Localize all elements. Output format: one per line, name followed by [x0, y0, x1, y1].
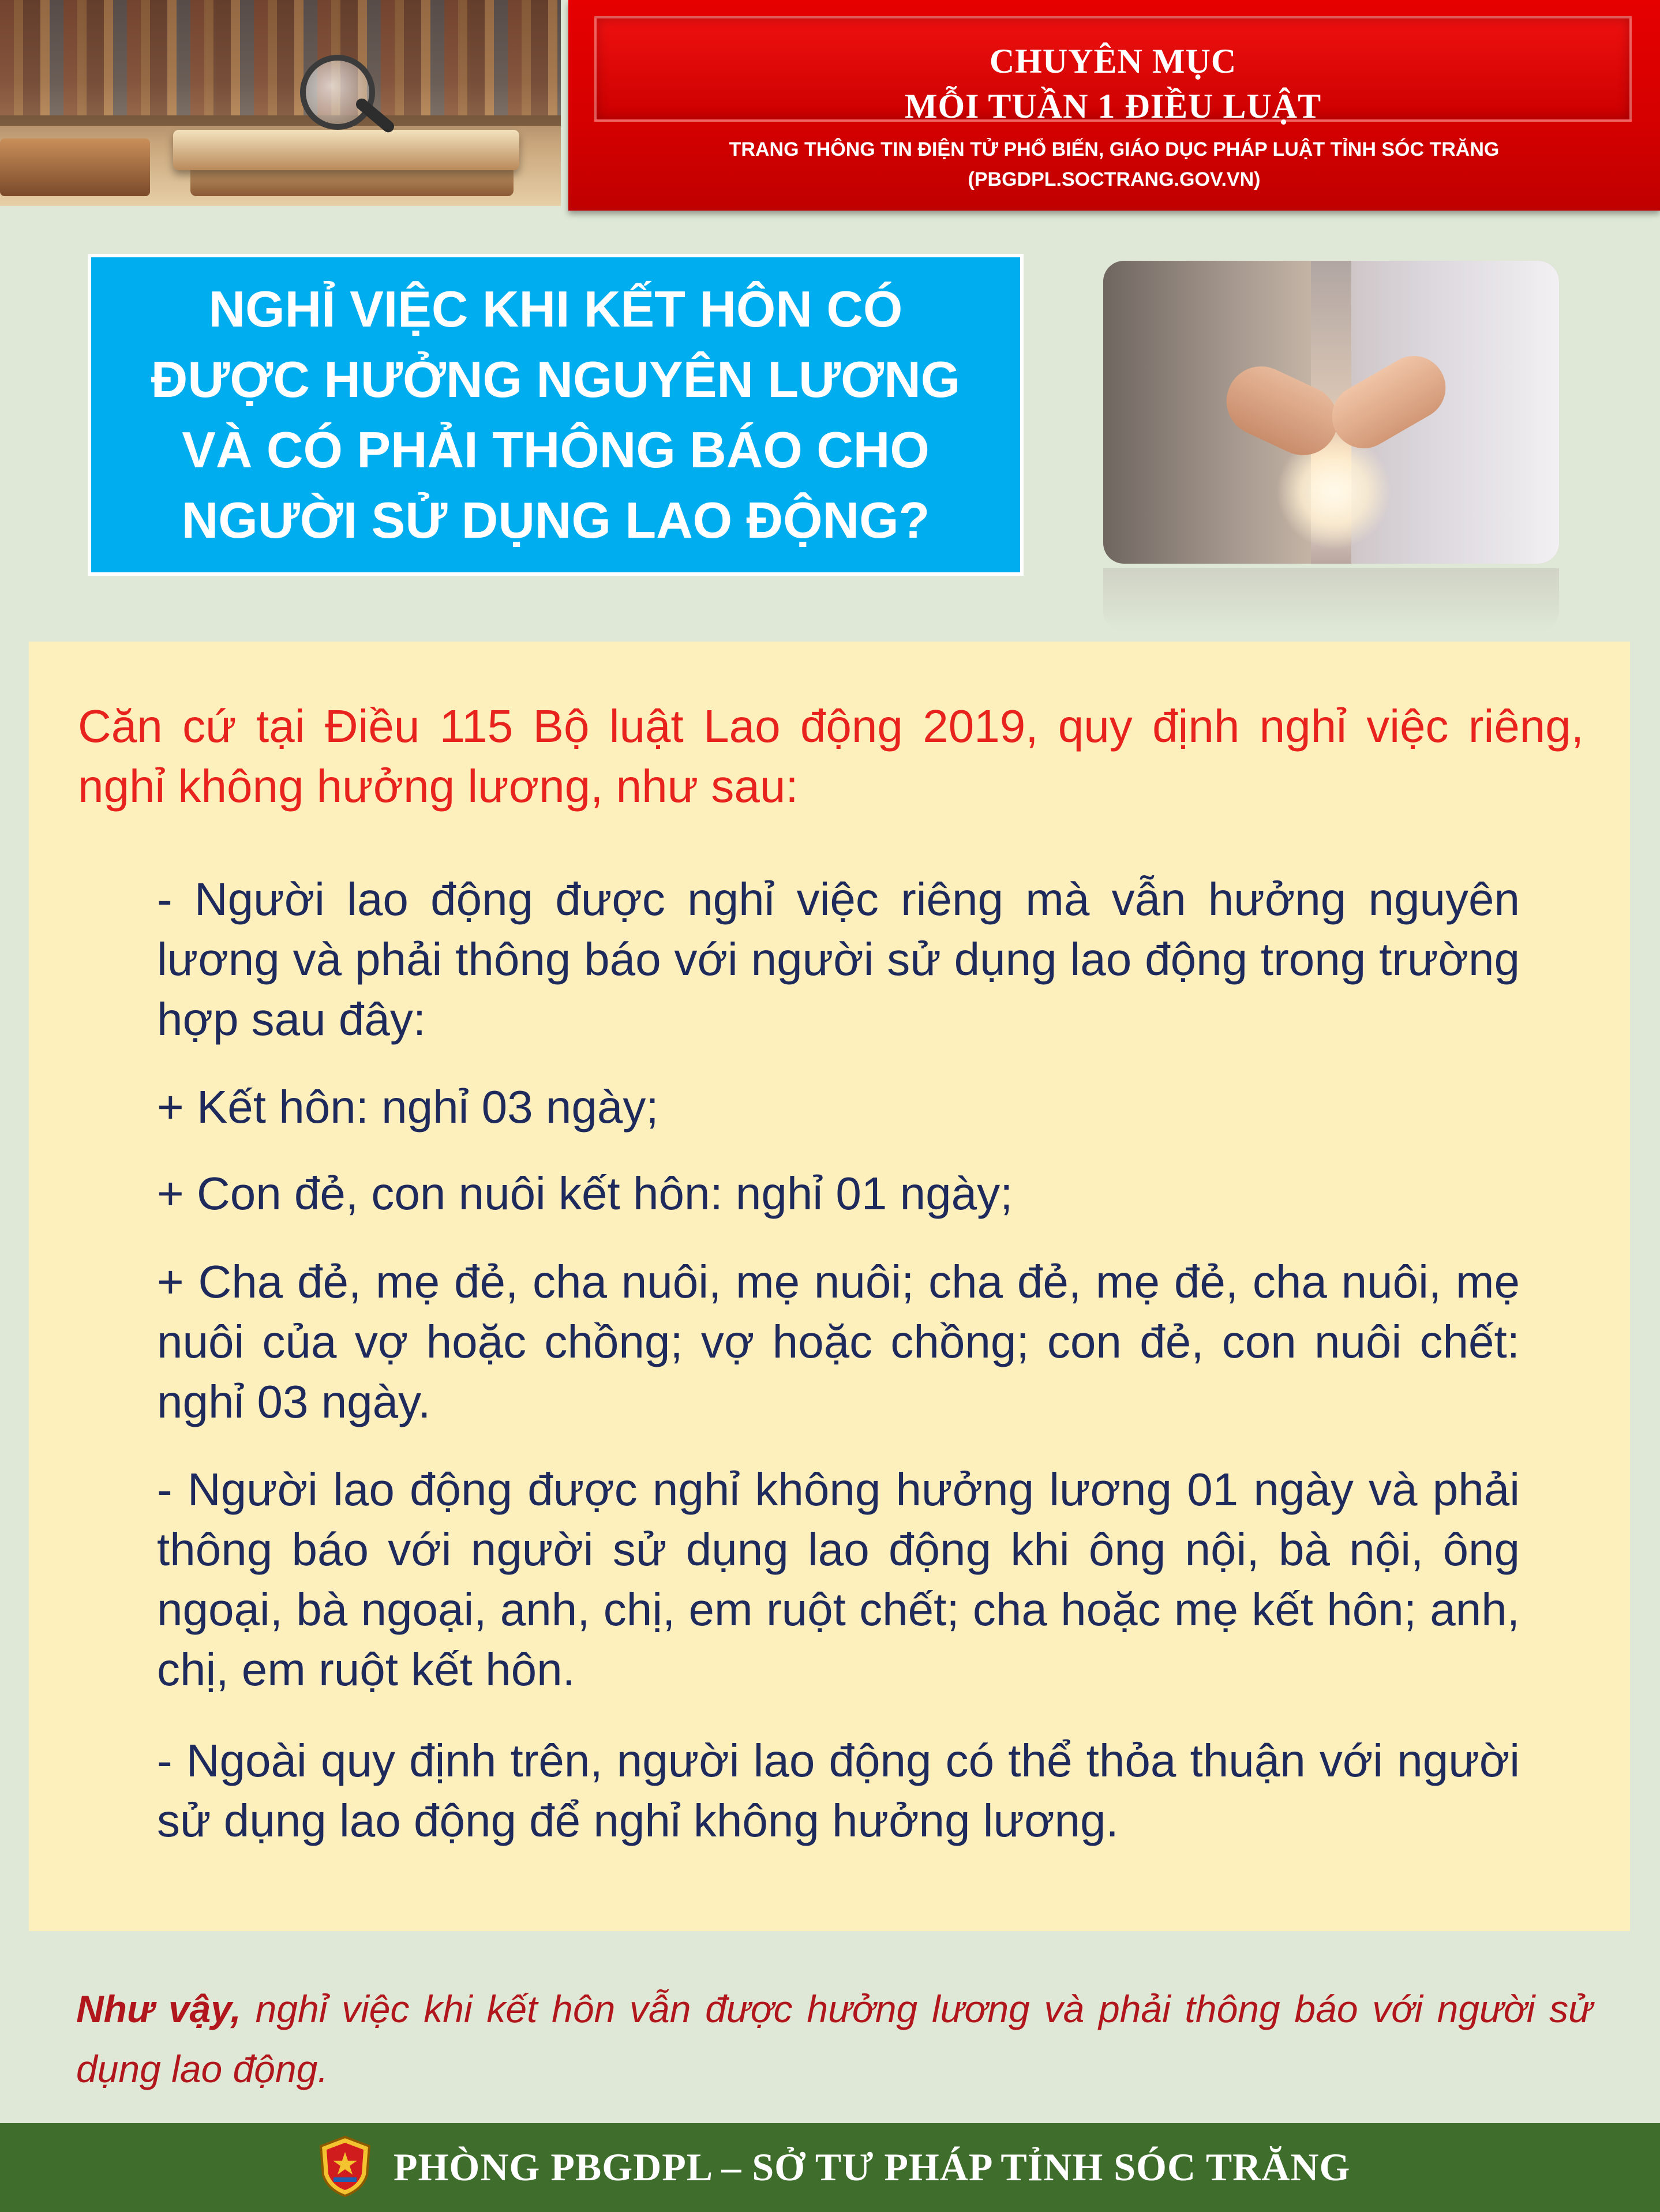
paragraph-2: + Kết hôn: nghỉ 03 ngày; [157, 1081, 659, 1133]
paragraph-5: - Người lao động được nghỉ không hưởng lương 01 ngày và phải thông báo với người sử dụng lao động khi ông nội, bà nội, ông ngoại, bà ngoại, anh, chị, em ruột chết; cha hoặc mẹ kết hôn; anh, chị, em ruột kết hôn. [157, 1464, 1520, 1695]
justice-emblem-icon [316, 2135, 374, 2198]
article-title: NGHỈ VIỆC KHI KẾT HÔN CÓ ĐƯỢC HƯỞNG NGUYÊN LƯƠNG VÀ CÓ PHẢI THÔNG BÁO CHO NGƯỜI SỬ DỤNG LAO ĐỘNG? [151, 280, 961, 549]
banner-title-line2: MỖI TUẦN 1 ĐIỀU LUẬT [904, 87, 1322, 125]
paragraph-3: + Con đẻ, con nuôi kết hôn: nghỉ 01 ngày; [157, 1168, 1013, 1219]
conclusion-rest: nghỉ việc khi kết hôn vẫn được hưởng lương và phải thông báo với người sử dụng lao động. [76, 1988, 1592, 2090]
banner-subtitle-line1: TRANG THÔNG TIN ĐIỆN TỬ PHỔ BIẾN, GIÁO DỤC PHÁP LUẬT TỈNH SÓC TRĂNG [729, 138, 1500, 160]
header-banner [568, 0, 1660, 211]
footer-text: PHÒNG PBGDPL – SỞ TƯ PHÁP TỈNH SÓC TRĂNG [394, 2145, 1351, 2189]
content-box [29, 642, 1630, 1931]
couple-photo [1103, 261, 1559, 564]
banner-title-frame [594, 16, 1632, 125]
footer-bar [0, 2123, 1660, 2212]
books-photo [0, 0, 561, 206]
magnifier-icon [300, 55, 375, 130]
conclusion-text [76, 1979, 1592, 2099]
conclusion-lead: Như vậy, [76, 1988, 241, 2030]
banner-subtitle-line2: (PBGDPL.SOCTRANG.GOV.VN) [968, 168, 1261, 190]
paragraph-6: - Ngoài quy định trên, người lao động có thể thỏa thuận với người sử dụng lao động để nghỉ không hưởng lương. [157, 1735, 1520, 1846]
photo-reflection [1103, 568, 1559, 632]
paragraph-1: - Người lao động được nghỉ việc riêng mà vẫn hưởng nguyên lương và phải thông báo với người sử dụng lao động trong trường hợp sau đây: [157, 873, 1520, 1045]
article-title-box [88, 254, 1024, 576]
intro-text: Căn cứ tại Điều 115 Bộ luật Lao động 2019, quy định nghỉ việc riêng, nghỉ không hưởng lương, như sau: [78, 700, 1584, 812]
banner-title-line1: CHUYÊN MỤC [989, 42, 1237, 80]
paragraph-4: + Cha đẻ, mẹ đẻ, cha nuôi, mẹ nuôi; cha đẻ, mẹ đẻ, cha nuôi, mẹ nuôi của vợ hoặc chồng; vợ hoặc chồng; con đẻ, con nuôi chết: nghỉ 03 ngày. [157, 1256, 1520, 1427]
